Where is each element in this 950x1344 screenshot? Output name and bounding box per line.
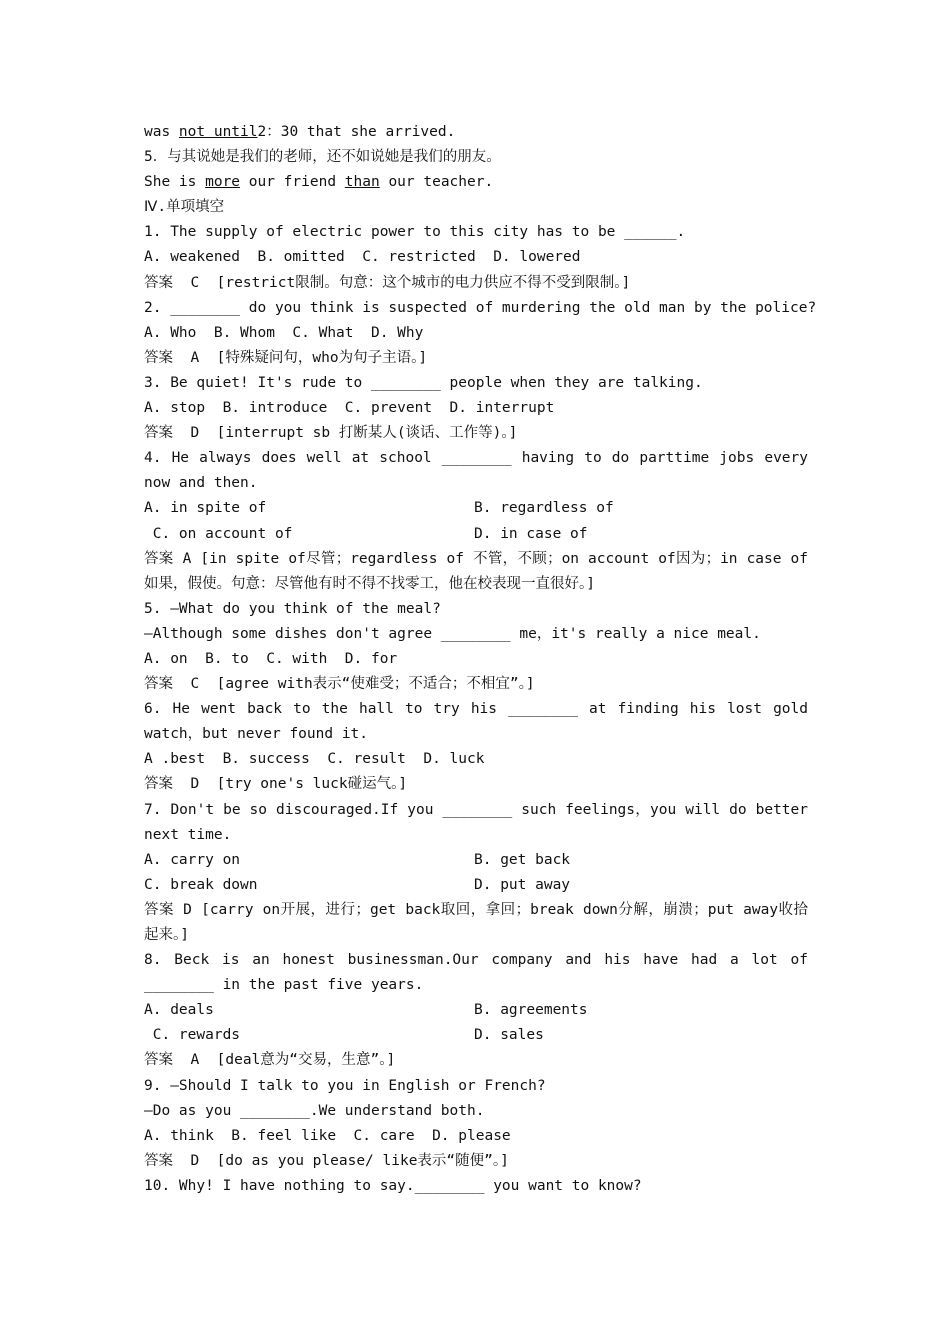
option: C. on account of — [144, 525, 293, 542]
answer: 答案 D [try one's luck碰运气。] — [144, 776, 408, 793]
question: 4. He always does well at school ________ having to do parttime jobs every now and then. — [144, 450, 808, 492]
option: D. sales — [474, 1027, 544, 1044]
option: C. rewards — [144, 1027, 241, 1044]
question: 6. He went back to the hall to try his ________ at finding his lost gold watch，but never found it. — [144, 701, 808, 743]
option: C. break down — [144, 876, 258, 893]
text-fragment: our teacher. — [379, 174, 494, 191]
options-row — [144, 873, 808, 898]
option: A. deals — [144, 1002, 214, 1019]
answer: 答案 C [restrict限制。句意：这个城市的电力供应不得不受到限制。] — [144, 274, 631, 291]
question: 3. Be quiet! It's rude to ________ people when they are talking. — [144, 374, 703, 391]
question: 5. —What do you think of the meal? — [144, 600, 441, 617]
answer: 答案 A [deal意为“交易，生意”。] — [144, 1052, 396, 1069]
option: D. put away — [474, 876, 571, 893]
option: D. in case of — [474, 525, 588, 542]
question-5-english — [144, 170, 808, 195]
options-row — [144, 998, 808, 1023]
section-title: Ⅳ.单项填空 — [144, 199, 225, 216]
option: A. in spite of — [144, 500, 267, 517]
document-page — [144, 120, 817, 1199]
underlined-word: than — [344, 174, 380, 191]
option: B. agreements — [474, 1002, 588, 1019]
option: B. get back — [474, 851, 571, 868]
options-row — [144, 522, 808, 547]
option: B. regardless of — [474, 500, 614, 517]
answer: 答案 C [agree with表示“使难受；不适合；不相宜”。] — [144, 676, 535, 693]
options: A. on B. to C. with D. for — [144, 650, 398, 667]
options-row — [144, 496, 808, 521]
answer: 答案 D [interrupt sb 打断某人(谈话、工作等)。] — [144, 425, 518, 442]
options-row — [144, 848, 808, 873]
options: A .best B. success C. result D. luck — [144, 751, 485, 768]
question-5-chinese: 5．与其说她是我们的老师，还不如说她是我们的朋友。 — [144, 149, 501, 166]
question: 2. ________ do you think is suspected of murdering the old man by the police? — [144, 299, 817, 316]
options: A. think B. feel like C. care D. please — [144, 1127, 511, 1144]
underlined-word: more — [205, 174, 241, 191]
answer: 答案 D [do as you please/ like表示“随便”。] — [144, 1152, 509, 1169]
question: 8. Beck is an honest businessman.Our company and his have had a lot of ________ in the past five years. — [144, 952, 808, 994]
question: 10. Why! I have nothing to say.________ you want to know? — [144, 1177, 642, 1194]
text-fragment: 2：30 that she arrived. — [257, 124, 456, 140]
question-line-2: —Although some dishes don't agree ________ me，it's really a nice meal. — [144, 625, 761, 642]
answer: 答案 A [特殊疑问句，who为句子主语。] — [144, 349, 428, 366]
options-row — [144, 1023, 808, 1048]
answer: 答案 D [carry on开展，进行；get back取回，拿回；break down分解，崩溃；put away收拾起来。] — [144, 901, 808, 943]
options: A. weakened B. omitted C. restricted D. lowered — [144, 249, 581, 266]
options: A. Who B. Whom C. What D. Why — [144, 324, 424, 341]
options: A. stop B. introduce C. prevent D. interrupt — [144, 400, 555, 417]
option: A. carry on — [144, 851, 241, 868]
answer: 答案 A [in spite of尽管；regardless of 不管，不顾；on account of因为；in case of如果，假使。句意：尽管他有时不得不找零工，他在校表现一直很好。] — [144, 550, 808, 592]
text-fragment: our friend — [240, 174, 345, 191]
text-fragment: was — [144, 124, 179, 140]
question: 9. —Should I talk to you in English or French? — [144, 1077, 546, 1094]
text-fragment: She is — [144, 174, 206, 191]
underlined-phrase: not until — [178, 124, 258, 140]
question: 7. Don't be so discouraged.If you ________ such feelings，you will do better next time. — [144, 801, 808, 843]
text-line — [144, 120, 808, 145]
question-line-2: —Do as you ________.We understand both. — [144, 1102, 485, 1119]
question: 1. The supply of electric power to this city has to be ______. — [144, 224, 686, 241]
